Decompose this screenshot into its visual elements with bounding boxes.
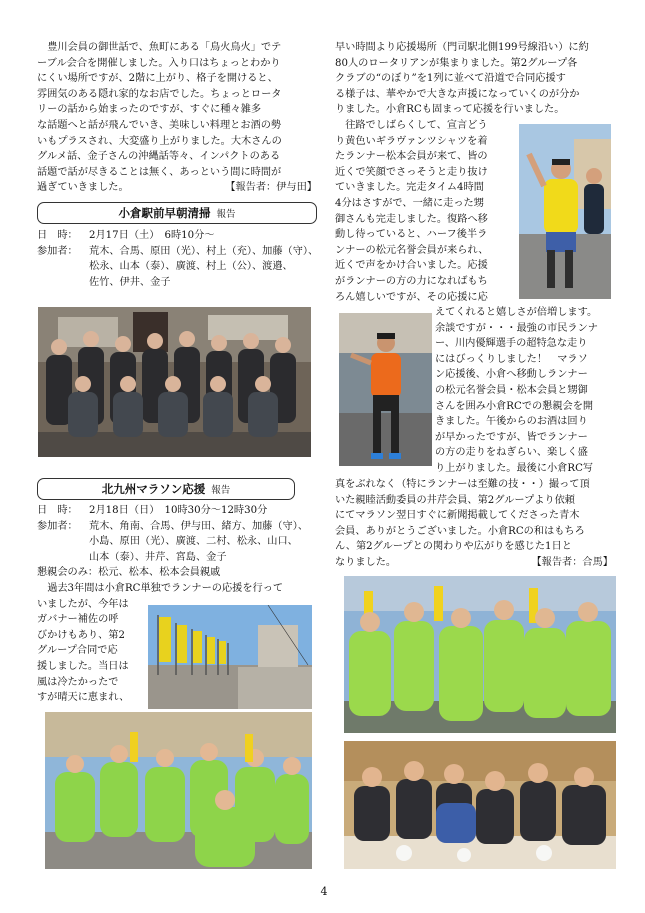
col2-line: なりました。 (335, 556, 397, 568)
col2-line: 早い時間より応援場所（門司駅北側199号線沿い）に約 (335, 42, 589, 53)
col2-line: 動し待っていると、ハーフ後半ラ (335, 229, 488, 241)
green-jacket-group-photo-1 (45, 712, 312, 869)
cleanup-participants-line: 荒木、合馬、原田（光）、村上（充）、加藤（守）、 (89, 245, 319, 257)
col2-line: たランナー松本会員が来て、皆の (335, 151, 488, 163)
col2-line: 近くで声をかけ合いました。応援 (335, 260, 488, 272)
col2-line: きました。午後からのお酒は回り (435, 416, 588, 428)
col2-line: り黄色いギラヴァンツシャツを着 (335, 135, 488, 147)
intro-line: 過ぎていきました。 (37, 182, 129, 194)
col2-line: り上がりました。最後に小倉RC写 (435, 462, 594, 474)
marathon-reporter: 【報告者：合馬】 (531, 556, 613, 568)
cleanup-participants-line: 松永、山本（泰）、廣渡、村上（公）、渡邉、 (89, 261, 293, 273)
runner-yellow-photo (519, 124, 611, 299)
intro-line: な話題へと話が飛んでいき、美味しい料理とお酒の勢 (37, 119, 282, 131)
intro-line: リーの話から始まったのですが、すぐに種々雑多 (37, 104, 262, 116)
col2-mid-text (435, 305, 625, 477)
cleanup-participants-label: 参加者： (37, 245, 78, 257)
col2-line: ん、第2グループとの関わりや広がりを感じた1日と (335, 541, 572, 553)
page-number: 4 (320, 885, 328, 898)
cleanup-participants-line: 佐竹、伊井、金子 (89, 276, 171, 288)
col2-line: 4分はさすがで、一緒に走った甥 (335, 197, 484, 209)
col2-line: る様子は、華やかで大きな声援になっていくのが分か (335, 88, 580, 100)
marathon-participants-line: 小島、原田（光）、廣渡、二村、松永、山口、 (89, 536, 298, 548)
body-line: 過去3年間は小倉RC単独でランナーの応援を行って (47, 583, 284, 594)
col2-line: 会員、ありがとうございました。小倉RCの和はもちろ (335, 525, 585, 537)
marathon-party-label: 懇親会のみ： (37, 567, 99, 579)
marathon-tag: 報告 (211, 485, 231, 496)
cleanup-datetime-label: 日 時： (37, 230, 78, 241)
col2-line: が早かったですが、皆でランナー (435, 431, 588, 443)
intro-line: 雰囲気のある隠れ家的なお店でした。ちょっとロータ (37, 88, 282, 100)
intro-line: グルメ話、金子さんの沖縄話等々、インパクトのある (37, 151, 281, 163)
marathon-participants-line: 荒木、角南、合馬、伊与田、緒方、加藤（守）、 (89, 520, 309, 532)
cleanup-heading (37, 202, 317, 224)
runner-orange-photo (339, 313, 432, 466)
col2-line: ー、川内優輝選手の超特急な走り (435, 338, 588, 350)
marathon-participants-label: 参加者： (37, 520, 78, 532)
cleanup-title: 小倉駅前早朝清掃 (118, 206, 211, 220)
col2-line: 近くで笑顔でさっそうと走り抜け (335, 166, 488, 178)
intro-line: いもプラスされ、大変盛り上がりました。大木さんの (37, 135, 282, 147)
body-line: ガバナー補佐の呼 (37, 614, 119, 626)
marathon-details (37, 503, 322, 581)
marathon-datetime: 2月18日（日） 10時30分～12時30分 (89, 505, 268, 516)
cleanup-group-photo (38, 307, 311, 457)
col2-line: にはびっくりしました！ マラソ (435, 353, 588, 365)
col2-line: ンナーの松元名誉会員が来られ、 (335, 244, 489, 256)
col2-line: クラブの“のぼり”を1列に並べて沿道で合同応援す (335, 73, 566, 85)
intro-line: ーブル会合を開催しました。入り口はちょっとわかり (37, 57, 281, 69)
col2-line: がランナーの方の力になればもち (335, 275, 488, 287)
body-line: 風は冷たかったで (37, 676, 119, 688)
body-line: いましたが、今年は (37, 598, 129, 610)
col2-line: ン応援後、小倉へ移動しランナー (435, 369, 588, 381)
col2-narrow-text (335, 118, 515, 305)
col2-line: 80人のロータリアンが集まりました。第2グループ各 (335, 57, 578, 69)
marathon-heading (37, 478, 295, 500)
party-photo (344, 741, 616, 869)
intro-line: にくい場所ですが、2階に上がり、格子を開けると、 (37, 73, 278, 85)
col2-line: いた親睦活動委員の井芹会員、第2グループより依頼 (335, 494, 575, 506)
col2-line: ろん嬉しいですが、その応援に応 (335, 291, 488, 303)
col2-line: えてくれると嬉しさが倍増します。 (435, 307, 598, 318)
intro-line: 話題で話が尽きることは無く、あっという間に時間が (37, 166, 282, 178)
body-line: すが晴天に恵まれ、 (37, 692, 130, 704)
col2-line: ていきました。完走タイム4時間 (335, 182, 484, 194)
col2-line: の松元名誉会員・松本会員と甥御 (435, 384, 588, 396)
col2-line: 余談ですが・・・最強の市民ランナ (435, 322, 598, 334)
body-line: びかけもあり、第2 (37, 629, 125, 641)
col2-bottom-text (335, 477, 620, 571)
col2-line: 往路でしばらくして、宣言どう (345, 120, 488, 131)
intro-line: 豊川会員の御世話で、魚町にある「鳥火鳥火」でテ (47, 42, 282, 53)
body-line: グループ合同で応 (37, 645, 118, 657)
intro-reporter: 【報告者：伊与田】 (225, 182, 317, 194)
marathon-participants-line: 山本（泰）、井芹、宮島、金子 (89, 551, 227, 563)
col2-top-text (335, 40, 620, 118)
marathon-title: 北九州マラソン応援 (101, 482, 206, 496)
col2-line: 真をぶれなく（特にランナーは至難の技・・）撮って頂 (335, 479, 590, 490)
col2-line: 御さんも完走しました。復路へ移 (335, 213, 488, 225)
marathon-datetime-label: 日 時： (37, 505, 78, 516)
cleanup-datetime: 2月17日（土） 6時10分～ (89, 230, 215, 241)
col2-line: にてマラソン翌日すぐに新聞掲載してくださった青木 (335, 510, 580, 522)
cleanup-details (37, 228, 322, 290)
col2-line: さんを囲み小倉RCでの懇親会を開 (435, 400, 594, 412)
body-line: 援しました。当日は (37, 660, 129, 672)
cleanup-tag: 報告 (216, 209, 236, 220)
col2-line: りました。小倉RCも固まって応援を行いました。 (335, 104, 565, 116)
marathon-party: 松元、松本、松本会員親戚 (98, 567, 221, 579)
banners-photo (148, 605, 312, 709)
green-jacket-group-photo-2 (344, 576, 616, 733)
col2-line: の方の走りをねぎらい、楽しく盛 (435, 447, 588, 459)
intro-section (37, 40, 317, 196)
